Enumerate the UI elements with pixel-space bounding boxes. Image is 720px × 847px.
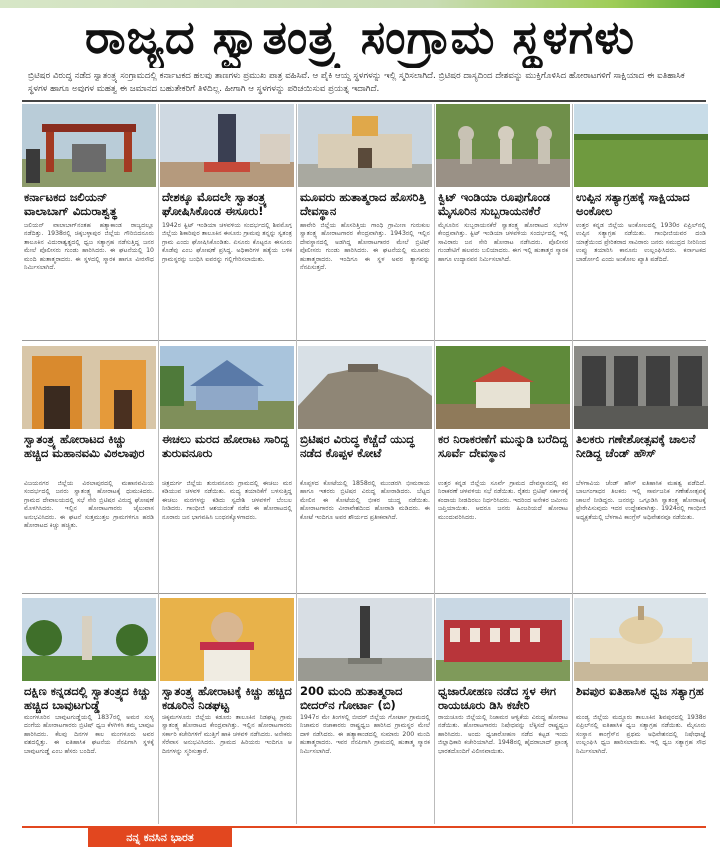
page-headline: ರಾಜ್ಯದ ಸ್ವಾತಂತ್ರ್ಯ ಸಂಗ್ರಾಮ ಸ್ಥಳಗಳು — [85, 10, 635, 64]
card-title: ಸ್ವಾತಂತ್ರ್ಯ ಹೋರಾಟದ ಕಿಚ್ಚು ಹಚ್ಚಿದ ಮಹಾನವಮಿ ವಿಠಲಾಪುರ — [24, 432, 145, 460]
card-body: ಉತ್ತರ ಕನ್ನಡ ಜಿಲ್ಲೆಯ ಸೂರ್ವೆ ಗ್ರಾಮದ ದೇವಸ್ಥಾನದಲ್ಲಿ ಕರ ನಿರಾಕರಣೆ ಚಳವಳಿಯ ಸಭೆ ನಡೆಯಿತು. ರೈತರು ಬ್ರಿಟಿಷ್ ಸರ್ಕಾರಕ್ಕೆ ಕಂದಾಯ ನೀಡದಿರಲು ನಿರ್ಧರಿಸಿದರು. ಇದರಿಂದ ಅನೇಕರ ಜಮೀನು ಜಪ್ತಿಯಾಯಿತು. ಆದರೂ ಜನರು ಹಿಂಜರಿಯದೆ ಹೋರಾಟ ಮುಂದುವರಿಸಿದರು. — [438, 480, 568, 521]
memorial-gate-photo — [22, 104, 156, 187]
card-body: ಬೆಳಗಾವಿಯ ಚೆಂಡ್ ಹೌಸ್ ಐತಿಹಾಸಿಕ ಮಹತ್ವ ಪಡೆದಿದೆ. ಬಾಲಗಂಗಾಧರ ತಿಲಕರು ಇಲ್ಲಿ ಸಾರ್ವಜನಿಕ ಗಣೇಶೋತ್ಸವಕ್ಕೆ ಚಾಲನೆ ನೀಡಿದ್ದರು. ಜನರನ್ನು ಒಗ್ಗೂಡಿಸಿ ಸ್ವಾತಂತ್ರ್ಯ ಹೋರಾಟಕ್ಕೆ ಪ್ರೇರೇಪಿಸುವುದು ಇದರ ಉದ್ದೇಶವಾಗಿತ್ತು. 1924ರಲ್ಲಿ ಗಾಂಧೀಜಿ ಅಧ್ಯಕ್ಷತೆಯಲ್ಲಿ ಬೆಳಗಾವಿ ಕಾಂಗ್ರೆಸ್ ಅಧಿವೇಶನವೂ ನಡೆಯಿತು. — [576, 480, 706, 521]
card-body: ಮಂಡ್ಯ ಜಿಲ್ಲೆಯ ಮದ್ದೂರು ತಾಲೂಕಿನ ಶಿವಪುರದಲ್ಲಿ 1938ರ ಏಪ್ರಿಲ್‌ನಲ್ಲಿ ಐತಿಹಾಸಿಕ ಧ್ವಜ ಸತ್ಯಾಗ್ರಹ ನಡೆಯಿತು. ಮೈಸೂರು ಸಂಸ್ಥಾನ ಕಾಂಗ್ರೆಸ್‌ನ ಪ್ರಥಮ ಅಧಿವೇಶನದಲ್ಲಿ ನಿಷೇಧಾಜ್ಞೆ ಉಲ್ಲಂಘಿಸಿ ಧ್ವಜ ಹಾರಿಸಲಾಯಿತು. ಇಲ್ಲಿ ಧ್ವಜ ಸತ್ಯಾಗ್ರಹ ಸೌಧ ನಿರ್ಮಿಸಲಾಗಿದೆ. — [576, 714, 706, 755]
column-divider — [572, 104, 573, 824]
card-title: ಈಚಲು ಮರದ ಹೋರಾಟ ಸಾರಿದ್ದ ತುರುವನೂರು — [162, 432, 289, 460]
column-divider — [434, 104, 435, 824]
card-title: ತಿಲಕರು ಗಣೇಶೋತ್ಸವಕ್ಕೆ ಚಾಲನೆ ನೀಡಿದ್ದ ಚೆಂಡ್ ಹೌಸ್ — [576, 432, 696, 460]
card-body: ಚಿಕ್ಕಮಗಳೂರು ಜಿಲ್ಲೆಯ ಕಡೂರು ತಾಲೂಕಿನ ನಿಡಘಟ್ಟ ಗ್ರಾಮ ಸ್ವಾತಂತ್ರ್ಯ ಹೋರಾಟದ ಕೇಂದ್ರವಾಗಿತ್ತು. ಇಲ್ಲಿನ ಹೋರಾಟಗಾರರು ಸರ್ಕಾರಿ ಕಚೇರಿಗಳಿಗೆ ಮುತ್ತಿಗೆ ಹಾಕಿ ಚಳವಳಿ ನಡೆಸಿದರು. ಅನೇಕರು ಸೆರೆವಾಸ ಅನುಭವಿಸಿದರು. ಗ್ರಾಮದ ಹಿರಿಯರು ಇಂದಿಗೂ ಆ ದಿನಗಳನ್ನು ಸ್ಮರಿಸುತ್ತಾರೆ. — [162, 714, 292, 755]
card-title: ಧ್ವಜಾರೋಹಣ ನಡೆದ ಸ್ಥಳ ಈಗ ರಾಯಚೂರು ಡಿಸಿ ಕಚೇರಿ — [438, 684, 556, 712]
grid-row-3 — [22, 598, 706, 826]
row-divider — [22, 593, 706, 594]
statues-park-photo — [436, 104, 570, 187]
card-title: ಬ್ರಿಟಿಷರ ವಿರುದ್ಧ ಕೆಚ್ಚೆದೆ ಯುದ್ಧ ನಡೆದ ಕೊಪ್ಪಳ ಕೋಟೆ — [300, 432, 415, 460]
card-body: ಕೊಪ್ಪಳದ ಕೋಟೆಯಲ್ಲಿ 1858ರಲ್ಲಿ ಮುಂಡರಗಿ ಭೀಮರಾಯ ಹಾಗೂ ಇತರರು ಬ್ರಿಟಿಷರ ವಿರುದ್ಧ ಹೋರಾಡಿದರು. ಬೆಟ್ಟದ ಮೇಲಿನ ಈ ಕೋಟೆಯಲ್ಲಿ ಭೀಕರ ಯುದ್ಧ ನಡೆಯಿತು. ಹೋರಾಟಗಾರರು ವೀರಾವೇಶದಿಂದ ಹೋರಾಡಿ ಮಡಿದರು. ಈ ಕೋಟೆ ಇಂದಿಗೂ ಅವರ ಶೌರ್ಯದ ಪ್ರತೀಕವಾಗಿದೆ. — [300, 480, 430, 521]
card-title: ದಕ್ಷಿಣ ಕನ್ನಡದಲ್ಲಿ ಸ್ವಾತಂತ್ರ್ಯದ ಕಿಚ್ಚು ಹಚ್ಚಿದ ಬಾವುಟಗುಡ್ಡೆ — [24, 684, 151, 712]
grid-row-1 — [22, 104, 706, 336]
tower-park-photo — [22, 598, 156, 681]
card-body: ರಾಯಚೂರು ಜಿಲ್ಲೆಯಲ್ಲಿ ನಿಜಾಮರ ಆಳ್ವಿಕೆಯ ವಿರುದ್ಧ ಹೋರಾಟ ನಡೆಯಿತು. ಹೋರಾಟಗಾರರು ನಿಷೇಧವನ್ನು ಲೆಕ್ಕಿಸದೆ ರಾಷ್ಟ್ರಧ್ವಜ ಹಾರಿಸಿದರು. ಅಂದು ಧ್ವಜಾರೋಹಣ ನಡೆದ ಕಟ್ಟಡ ಇಂದು ಜಿಲ್ಲಾಧಿಕಾರಿ ಕಚೇರಿಯಾಗಿದೆ. 1948ರಲ್ಲಿ ಹೈದರಾಬಾದ್ ಪ್ರಾಂತ್ಯ ಭಾರತದೊಂದಿಗೆ ವಿಲೀನವಾಯಿತು. — [438, 714, 568, 755]
card-body: ಮಂಗಳೂರಿನ ಬಾವುಟಗುಡ್ಡೆಯಲ್ಲಿ 1837ರಲ್ಲಿ ಅಮರ ಸುಳ್ಯ ದಂಗೆಯ ಹೋರಾಟಗಾರರು ಬ್ರಿಟಿಷ್ ಧ್ವಜ ಕೆಳಗಿಳಿಸಿ ತಮ್ಮ ಬಾವುಟ ಹಾರಿಸಿದರು. ಕೆಲವು ದಿನಗಳ ಕಾಲ ಮಂಗಳೂರು ಅವರ ವಶದಲ್ಲಿತ್ತು. ಈ ಐತಿಹಾಸಿಕ ಘಟನೆಯ ನೆನಪಿಗಾಗಿ ಸ್ಥಳಕ್ಕೆ ಬಾವುಟಗುಡ್ಡೆ ಎಂಬ ಹೆಸರು ಬಂದಿದೆ. — [24, 714, 154, 755]
salt-field-photo — [574, 104, 708, 187]
card-title: 200 ಮಂದಿ ಹುತಾತ್ಮರಾದ ಬೀದರ್‌ನ ಗೋರ್ಟಾ (ಬಿ) — [300, 684, 403, 712]
card-body: ಜಲಿಯನ್ ವಾಲಾಬಾಗ್‌ನಂತಹ ಹತ್ಯಾಕಾಂಡ ರಾಜ್ಯದಲ್ಲೂ ನಡೆದಿತ್ತು. 1938ರಲ್ಲಿ ಚಿಕ್ಕಬಳ್ಳಾಪುರ ಜಿಲ್ಲೆಯ ಗೌರಿಬಿದನೂರು ತಾಲೂಕಿನ ವಿದುರಾಶ್ವತ್ಥದಲ್ಲಿ ಧ್ವಜ ಸತ್ಯಾಗ್ರಹ ನಡೆಸುತ್ತಿದ್ದ ಜನರ ಮೇಲೆ ಪೊಲೀಸರು ಗುಂಡು ಹಾರಿಸಿದರು. ಈ ಘಟನೆಯಲ್ಲಿ 10 ಮಂದಿ ಹುತಾತ್ಮರಾದರು. ಈ ಸ್ಥಳದಲ್ಲಿ ಸ್ಮಾರಕ ಹಾಗೂ ವೀರಸೌಧ ನಿರ್ಮಿಸಲಾಗಿದೆ. — [24, 222, 154, 272]
card-title: ಶಿವಪುರ ಐತಿಹಾಸಿಕ ಧ್ವಜ ಸತ್ಯಾಗ್ರಹ — [576, 684, 704, 698]
martyrs-pillar-photo — [298, 598, 432, 681]
garlanded-statue-photo — [160, 598, 294, 681]
village-temple-photo — [436, 346, 570, 429]
card-body: 1942ರ ಕ್ವಿಟ್ ಇಂಡಿಯಾ ಚಳವಳಿಯ ಸಂದರ್ಭದಲ್ಲಿ ಶಿವಮೊಗ್ಗ ಜಿಲ್ಲೆಯ ಶಿಕಾರಿಪುರ ತಾಲೂಕಿನ ಈಸೂರು ಗ್ರಾಮವು ತನ್ನನ್ನು ಸ್ವತಂತ್ರ ಗ್ರಾಮ ಎಂದು ಘೋಷಿಸಿಕೊಂಡಿತು. ಏಸೂರು ಕೊಟ್ಟರೂ ಈಸೂರು ಕೊಡೆವು ಎಂಬ ಘೋಷಣೆ ಪ್ರಸಿದ್ಧ. ಅಧಿಕಾರಿಗಳ ಹತ್ಯೆಯ ಬಳಿಕ ಗ್ರಾಮಸ್ಥರನ್ನು ಬಂಧಿಸಿ ಐವರನ್ನು ಗಲ್ಲಿಗೇರಿಸಲಾಯಿತು. — [162, 222, 292, 263]
fort-hill-photo — [298, 346, 432, 429]
card-body: ಮೈಸೂರಿನ ಸುಬ್ಬರಾಯನಕೆರೆ ಸ್ವಾತಂತ್ರ್ಯ ಹೋರಾಟದ ಸಭೆಗಳ ಕೇಂದ್ರವಾಗಿತ್ತು. ಕ್ವಿಟ್ ಇಂಡಿಯಾ ಚಳವಳಿಯ ಸಂದರ್ಭದಲ್ಲಿ ಇಲ್ಲಿ ಸಾವಿರಾರು ಜನ ಸೇರಿ ಹೋರಾಟ ನಡೆಸಿದರು. ಪೊಲೀಸರ ಗುಂಡೇಟಿಗೆ ಹಲವರು ಬಲಿಯಾದರು. ಈಗ ಇಲ್ಲಿ ಹುತಾತ್ಮರ ಸ್ಮಾರಕ ಹಾಗೂ ಉದ್ಯಾನವನ ನಿರ್ಮಿಸಲಾಗಿದೆ. — [438, 222, 568, 263]
card-title: ಕರ ನಿರಾಕರಣೆಗೆ ಮುನ್ನುಡಿ ಬರೆದಿದ್ದ ಸೂರ್ವೆ ದೇವಸ್ಥಾನ — [438, 432, 568, 460]
flag-satyagraha-soudha-photo — [574, 598, 708, 681]
arch-temple-photo — [22, 346, 156, 429]
card-title: ಕ್ವಿಟ್ ಇಂಡಿಯಾ ರೂಪುಗೊಂಡ ಮೈಸೂರಿನ ಸುಬ್ಬರಾಯನಕೆರೆ — [438, 190, 551, 218]
footer-banner: ನನ್ನ ಕನಸಿನ ಭಾರತ — [88, 828, 232, 847]
card-body: ಉತ್ತರ ಕನ್ನಡ ಜಿಲ್ಲೆಯ ಅಂಕೋಲದಲ್ಲಿ 1930ರ ಏಪ್ರಿಲ್‌ನಲ್ಲಿ ಉಪ್ಪಿನ ಸತ್ಯಾಗ್ರಹ ನಡೆಯಿತು. ಗಾಂಧೀಜಿಯವರ ದಂಡಿ ಯಾತ್ರೆಯಿಂದ ಪ್ರೇರಿತರಾದ ಸಾವಿರಾರು ಜನರು ಸಮುದ್ರದ ನೀರಿನಿಂದ ಉಪ್ಪು ತಯಾರಿಸಿ ಕಾನೂನು ಉಲ್ಲಂಘಿಸಿದರು. ಕರ್ನಾಟಕದ ಬಾರ್ಡೋಲಿ ಎಂದು ಅಂಕೋಲ ಖ್ಯಾತಿ ಪಡೆದಿದೆ. — [576, 222, 706, 263]
card-body: 1947ರ ಮೇ ತಿಂಗಳಲ್ಲಿ ಬೀದರ್ ಜಿಲ್ಲೆಯ ಗೋರ್ಟಾ ಗ್ರಾಮದಲ್ಲಿ ನಿಜಾಮರ ರಜಾಕಾರರು ರಾಷ್ಟ್ರಧ್ವಜ ಹಾರಿಸಿದ ಗ್ರಾಮಸ್ಥರ ಮೇಲೆ ದಾಳಿ ನಡೆಸಿದರು. ಈ ಹತ್ಯಾಕಾಂಡದಲ್ಲಿ ಸುಮಾರು 200 ಮಂದಿ ಹುತಾತ್ಮರಾದರು. ಇವರ ನೆನಪಿಗಾಗಿ ಗ್ರಾಮದಲ್ಲಿ ಹುತಾತ್ಮ ಸ್ಮಾರಕ ನಿರ್ಮಿಸಲಾಗಿದೆ. — [300, 714, 430, 755]
temple-photo — [298, 104, 432, 187]
card-title: ಮೂವರು ಹುತಾತ್ಮರಾದ ಹೊಸರಿತ್ತಿ ದೇವಸ್ಥಾನ — [300, 190, 426, 218]
card-title: ಕರ್ನಾಟಕದ ಜಲಿಯನ್ ವಾಲಾಬಾಗ್ ವಿದುರಾಶ್ವತ್ಥ — [24, 190, 118, 218]
red-building-photo — [436, 598, 570, 681]
card-body: ವಿಜಯನಗರ ಜಿಲ್ಲೆಯ ವಿಠಲಾಪುರದಲ್ಲಿ ಮಹಾನವಮಿಯ ಸಂದರ್ಭದಲ್ಲಿ ಜನರು ಸ್ವಾತಂತ್ರ್ಯ ಹೋರಾಟಕ್ಕೆ ಧುಮುಕಿದರು. ಗ್ರಾಮದ ದೇವಾಲಯದಲ್ಲಿ ಸಭೆ ಸೇರಿ ಬ್ರಿಟಿಷರ ವಿರುದ್ಧ ಘೋಷಣೆ ಮೊಳಗಿಸಿದರು. ಇಲ್ಲಿನ ಹೋರಾಟಗಾರರು ಜೈಲುವಾಸ ಅನುಭವಿಸಿದರು. ಈ ಘಟನೆ ಸುತ್ತಮುತ್ತಲ ಗ್ರಾಮಗಳಿಗೂ ಹರಡಿ ಹೋರಾಟದ ಕಿಚ್ಚು ಹಚ್ಚಿತು. — [24, 480, 154, 530]
memorial-building-photo — [160, 346, 294, 429]
header-divider — [22, 100, 706, 102]
card-title: ಉಪ್ಪಿನ ಸತ್ಯಾಗ್ರಹಕ್ಕೆ ಸಾಕ್ಷಿಯಾದ ಅಂಕೋಲ — [576, 190, 690, 218]
intro-paragraph: ಬ್ರಿಟಿಷರ ವಿರುದ್ಧ ನಡೆದ ಸ್ವಾತಂತ್ರ್ಯ ಸಂಗ್ರಾಮದಲ್ಲಿ ಕರ್ನಾಟಕದ ಹಲವು ತಾಣಗಳು ಪ್ರಮುಖ ಪಾತ್ರ ವಹಿಸಿವೆ. ಆ ಪೈಕಿ ಆಯ್ದ ಸ್ಥಳಗಳನ್ನು ಇಲ್ಲಿ ಸ್ಮರಿಸಲಾಗಿದೆ. ಬ್ರಿಟಿಷರ ದಾಸ್ಯದಿಂದ ದೇಶವನ್ನು ಮುಕ್ತಿಗೊಳಿಸಿದ ಹೋರಾಟಗಳಿಗೆ ಸಾಕ್ಷಿಯಾದ ಈ ಐತಿಹಾಸಿಕ ಸ್ಥಳಗಳ ಹಾಗೂ ಅವುಗಳ ಮಹತ್ವ ಈ ಜಮಾನದ ಬಹುತೇಕರಿಗೆ ತಿಳಿದಿಲ್ಲ. ಹೀಗಾಗಿ ಆ ಸ್ಥಳಗಳನ್ನು ಪರಿಚಯಿಸುವ ಪ್ರಯತ್ನ ಇದಾಗಿದೆ. — [28, 71, 685, 94]
monument-pillar-photo — [160, 104, 294, 187]
card-body: ಚಿತ್ರದುರ್ಗ ಜಿಲ್ಲೆಯ ತುರುವನೂರು ಗ್ರಾಮದಲ್ಲಿ ಈಚಲು ಮರ ಕಡಿಯುವ ಚಳವಳಿ ನಡೆಯಿತು. ಮದ್ಯ ತಯಾರಿಕೆಗೆ ಬಳಸುತ್ತಿದ್ದ ಈಚಲು ಮರಗಳನ್ನು ಕಡಿದು ಸ್ವದೇಶಿ ಚಳವಳಿಗೆ ಬೆಂಬಲ ನೀಡಿದರು. ಗಾಂಧೀಜಿ ಆಶಯದಂತೆ ನಡೆದ ಈ ಹೋರಾಟದಲ್ಲಿ ನೂರಾರು ಜನ ಭಾಗವಹಿಸಿ ಬಂಧನಕ್ಕೊಳಗಾದರು. — [162, 480, 292, 521]
grid-row-2 — [22, 346, 706, 590]
column-divider — [158, 104, 159, 824]
card-title: ದೇಶಕ್ಕೂ ಮೊದಲೇ ಸ್ವಾತಂತ್ರ್ಯ ಘೋಷಿಸಿಕೊಂಡ ಈಸೂರು! — [162, 190, 267, 218]
historic-group-photo — [574, 346, 708, 429]
card-body: ಹಾವೇರಿ ಜಿಲ್ಲೆಯ ಹೊಸರಿತ್ತಿಯ ಗಾಂಧಿ ಗ್ರಾಮೀಣ ಗುರುಕುಲ ಸ್ವಾತಂತ್ರ್ಯ ಹೋರಾಟಗಾರರ ಕೇಂದ್ರವಾಗಿತ್ತು. 1943ರಲ್ಲಿ ಇಲ್ಲಿನ ದೇವಸ್ಥಾನದಲ್ಲಿ ಅಡಗಿದ್ದ ಹೋರಾಟಗಾರರ ಮೇಲೆ ಬ್ರಿಟಿಷ್ ಪೊಲೀಸರು ಗುಂಡು ಹಾರಿಸಿದರು. ಈ ಘಟನೆಯಲ್ಲಿ ಮೂವರು ಹುತಾತ್ಮರಾದರು. ಇಂದಿಗೂ ಈ ಸ್ಥಳ ಅವರ ತ್ಯಾಗವನ್ನು ನೆನಪಿಸುತ್ತದೆ. — [300, 222, 430, 272]
card-title: ಸ್ವಾತಂತ್ರ್ಯ ಹೋರಾಟಕ್ಕೆ ಕಿಚ್ಚು ಹಚ್ಚಿದ ಕಡೂರಿನ ನಿಡಘಟ್ಟ — [162, 684, 292, 712]
row-divider — [22, 340, 706, 341]
column-divider — [296, 104, 297, 824]
